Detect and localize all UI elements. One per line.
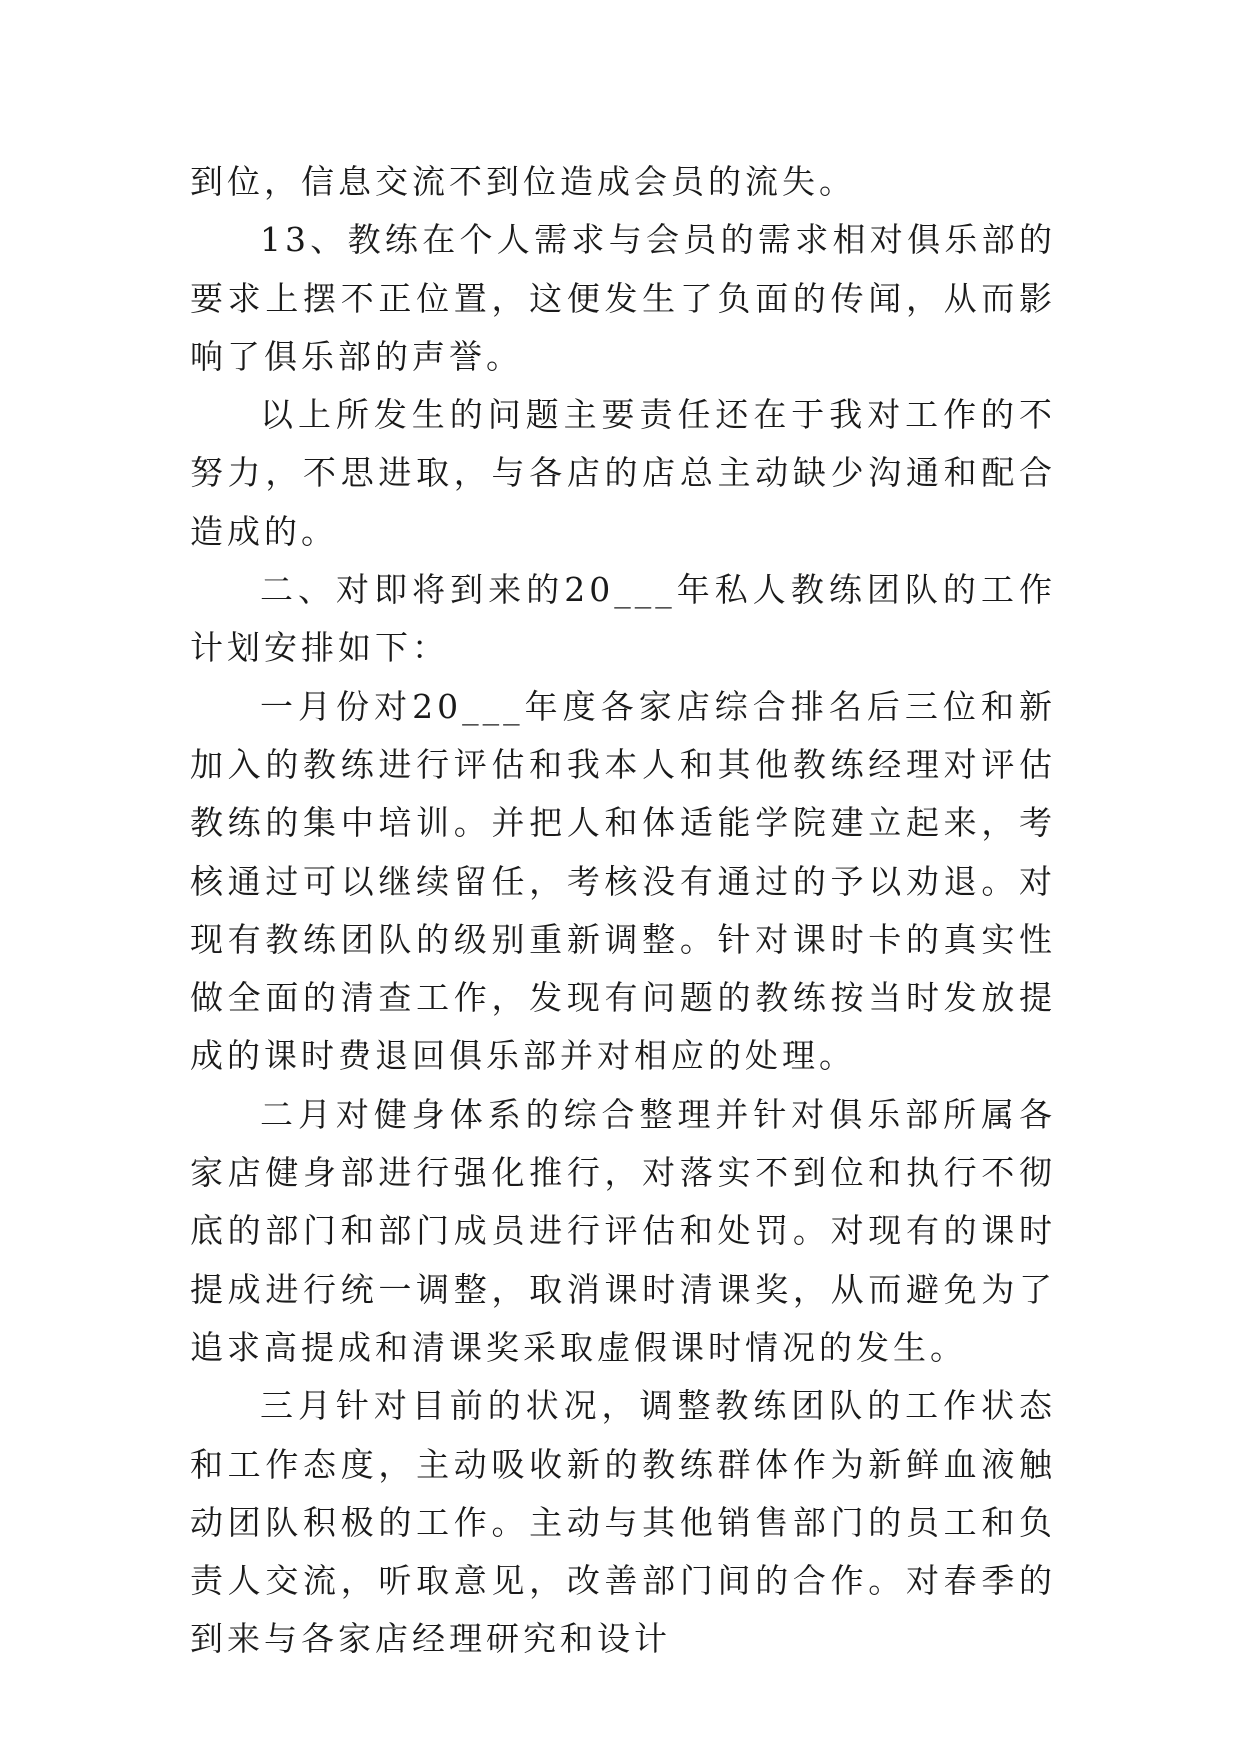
paragraph-5: 一月份对20___年度各家店综合排名后三位和新加入的教练进行评估和我本人和其他教练经理对评估教练的集中培训。并把人和体适能学院建立起来，考核通过可以继续留任，考核没有通过的予以劝退。对现有教练团队的级别重新调整。针对课时卡的真实性做全面的清查工作，发现有问题的教练按当时发放提成的课时费退回俱乐部并对相应的处理。 xyxy=(190,686,1056,1076)
paragraph-6: 二月对健身体系的综合整理并针对俱乐部所属各家店健身部进行强化推行，对落实不到位和执行不彻底的部门和部门成员进行评估和处罚。对现有的课时提成进行统一调整，取消课时清课奖，从而避免为了追求高提成和清课奖采取虚假课时情况的发生。 xyxy=(190,1094,1056,1367)
paragraph-3: 以上所发生的问题主要责任还在于我对工作的不努力，不思进取，与各店的店总主动缺少沟通和配合造成的。 xyxy=(190,395,1056,551)
paragraph-1: 到位，信息交流不到位造成会员的流失。 xyxy=(190,162,856,201)
paragraph-2: 13、教练在个人需求与会员的需求相对俱乐部的要求上摆不正位置，这便发生了负面的传闻，从而影响了俱乐部的声誉。 xyxy=(190,220,1056,376)
paragraph-7: 三月针对目前的状况，调整教练团队的工作状态和工作态度，主动吸收新的教练群体作为新鲜血液触动团队积极的工作。主动与其他销售部门的员工和负责人交流，听取意见，改善部门间的合作。对春季的到来与各家店经理研究和设计 xyxy=(190,1386,1056,1659)
paragraph-4: 二、对即将到来的20___年私人教练团队的工作计划安排如下： xyxy=(190,570,1056,668)
document-body xyxy=(190,153,1056,1669)
